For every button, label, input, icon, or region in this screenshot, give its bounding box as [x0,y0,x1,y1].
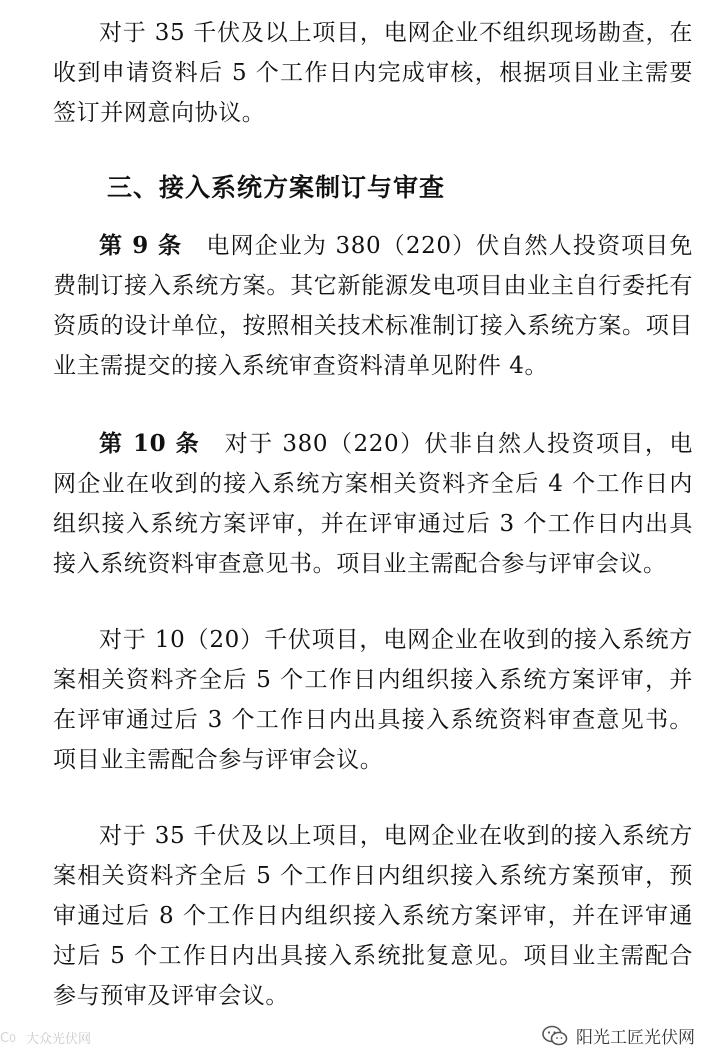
article-10-label: 第 10 条 [99,430,201,457]
paragraph-text: 对于 10（20）千伏项目，电网企业在收到的接入系统方案相关资料齐全后 5 个工作日内组织接入系统方案评审，并在评审通过后 3 个工作日内出具接入系统资料审查意见书。项目业主需配合参与评审会议。 [53,627,693,773]
watermark-left [0,1024,91,1050]
wechat-attribution [542,1023,695,1048]
paragraph-35kv-survey [53,13,693,133]
paragraph-10kv [53,620,693,780]
article-10 [53,424,693,584]
article-9-label: 第 9 条 [99,232,183,259]
watermark-text: 大众光伏网 [26,1031,92,1047]
wechat-icon [542,1025,568,1047]
article-9-text: 电网企业为 380（220）伏自然人投资项目免费制订接入系统方案。其它新能源发电项目由业主自行委托有资质的设计单位，按照相关技术标准制订接入系统方案。项目业主需提交的接入系统审查资料清单见附件 4。 [53,233,693,379]
paragraph-text: 对于 35 千伏及以上项目，电网企业在收到的接入系统方案相关资料齐全后 5 个工作日内组织接入系统方案预审，预审通过后 8 个工作日内组织接入系统方案评审，并在评审通过后 5 个工作日内出具接入系统批复意见。项目业主需配合参与预审及评审会议。 [53,823,693,1009]
account-name: 阳光工匠光伏网 [576,1028,695,1048]
paragraph-text: 对于 35 千伏及以上项目，电网企业不组织现场勘查，在收到申请资料后 5 个工作日内完成审核，根据项目业主需要签订并网意向协议。 [53,20,693,126]
article-10-text: 对于 380（220）伏非自然人投资项目，电网企业在收到的接入系统方案相关资料齐全后 4 个工作日内组织接入系统方案评审，并在评审通过后 3 个工作日内出具接入系统资料审查意见书。项目业主需配合参与评审会议。 [53,431,693,577]
watermark-logo-icon [0,1029,22,1045]
section-heading: 三、接入系统方案制订与审查 [107,173,446,202]
svg-text:C: C [0,1031,10,1045]
article-9 [53,226,693,386]
paragraph-35kv-review [53,816,693,1016]
svg-text:0: 0 [9,1032,16,1045]
